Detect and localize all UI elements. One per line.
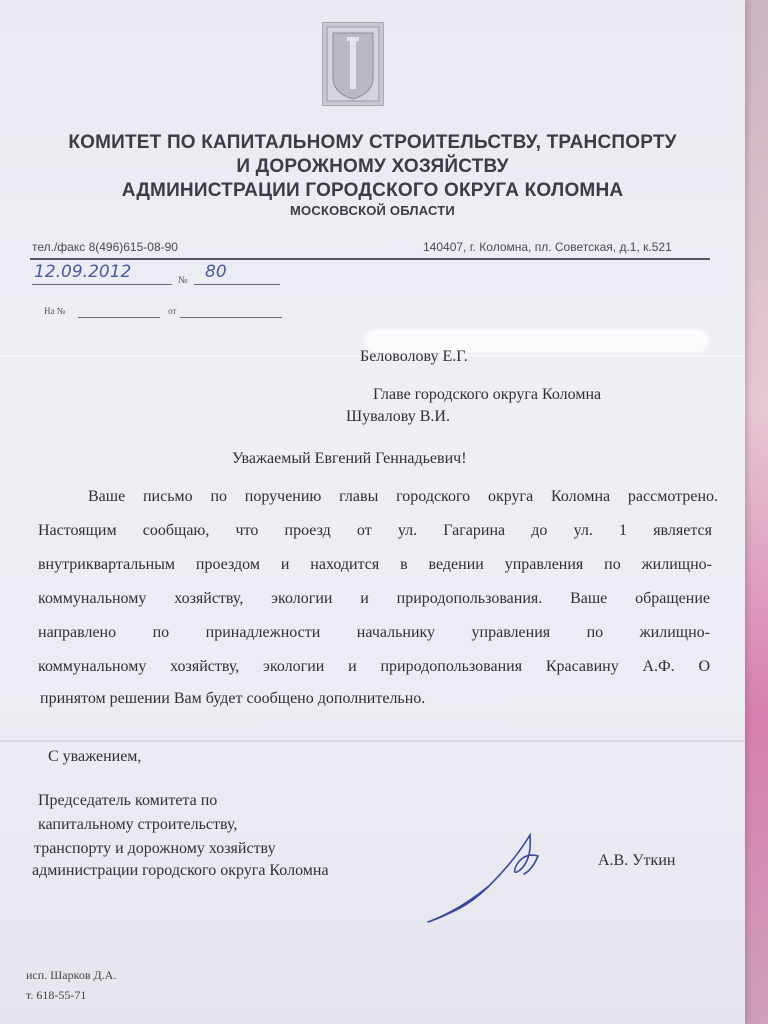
header-line-1: КОМИТЕТ ПО КАПИТАЛЬНОМУ СТРОИТЕЛЬСТВУ, ТРАНСПОРТУ bbox=[68, 132, 677, 153]
signer-title-line: Председатель комитета по bbox=[38, 792, 218, 809]
body-line: направлено по принадлежности начальнику управления по жилищно- bbox=[38, 624, 710, 641]
header-address: 140407, г. Коломна, пл. Советская, д.1, к.521 bbox=[423, 240, 672, 254]
signer-title-line: транспорту и дорожному хозяйству bbox=[34, 840, 276, 857]
header-line-3: АДМИНИСТРАЦИИ ГОРОДСКОГО ОКРУГА КОЛОМНА bbox=[121, 180, 624, 201]
number-underline bbox=[194, 284, 280, 285]
signer-title-line: капитальному строительству, bbox=[38, 816, 238, 833]
header-region: МОСКОВСКОЙ ОБЛАСТИ bbox=[290, 203, 455, 218]
body-line: коммунальному хозяйству, экологии и природопользования. Ваше обращение bbox=[38, 590, 710, 607]
body-line: Ваше письмо по поручению главы городского округа Коломна рассмотрено. bbox=[88, 488, 718, 505]
fold-line bbox=[0, 740, 745, 742]
ref-date-line bbox=[180, 317, 282, 318]
body-line: коммунальному хозяйству, экологии и природопользования Красавину А.Ф. О bbox=[38, 658, 710, 675]
background-fabric bbox=[745, 0, 768, 1024]
body-line: внутриквартальным проездом и находится в ведении управления по жилищно- bbox=[38, 556, 712, 573]
body-line: Настоящим сообщаю, что проезд от ул. Гагарина до ул. 1 является bbox=[38, 522, 712, 539]
coat-of-arms-emblem bbox=[322, 22, 384, 106]
closing-regards: С уважением, bbox=[48, 748, 142, 765]
handwritten-signature bbox=[420, 830, 560, 930]
signer-title-line: администрации городского округа Коломна bbox=[32, 862, 329, 879]
executor-name: исп. Шарков Д.А. bbox=[26, 968, 117, 982]
header-line-2: И ДОРОЖНОМУ ХОЗЯЙСТВУ bbox=[236, 156, 509, 177]
body-line: принятом решении Вам будет сообщено дополнительно. bbox=[40, 690, 426, 707]
handwritten-date: 12.09.2012 bbox=[34, 262, 132, 282]
header-divider bbox=[30, 258, 710, 260]
ref-date-label: от bbox=[168, 306, 177, 316]
number-label: № bbox=[178, 275, 188, 286]
header-phone: тел./факс 8(496)615-08-90 bbox=[32, 240, 178, 254]
addressee-2-line-1: Главе городского округа Коломна bbox=[373, 386, 602, 403]
ref-number-label: На № bbox=[44, 306, 66, 316]
addressee-1: Беловолову Е.Г. bbox=[360, 348, 468, 365]
greeting: Уважаемый Евгений Геннадьевич! bbox=[232, 450, 467, 467]
handwritten-number: 80 bbox=[205, 262, 227, 282]
executor-phone: т. 618-55-71 bbox=[26, 988, 87, 1002]
ref-number-line bbox=[78, 317, 160, 318]
signer-name: А.В. Уткин bbox=[598, 852, 676, 869]
date-underline bbox=[32, 284, 172, 285]
addressee-2-line-2: Шувалову В.И. bbox=[346, 408, 450, 425]
